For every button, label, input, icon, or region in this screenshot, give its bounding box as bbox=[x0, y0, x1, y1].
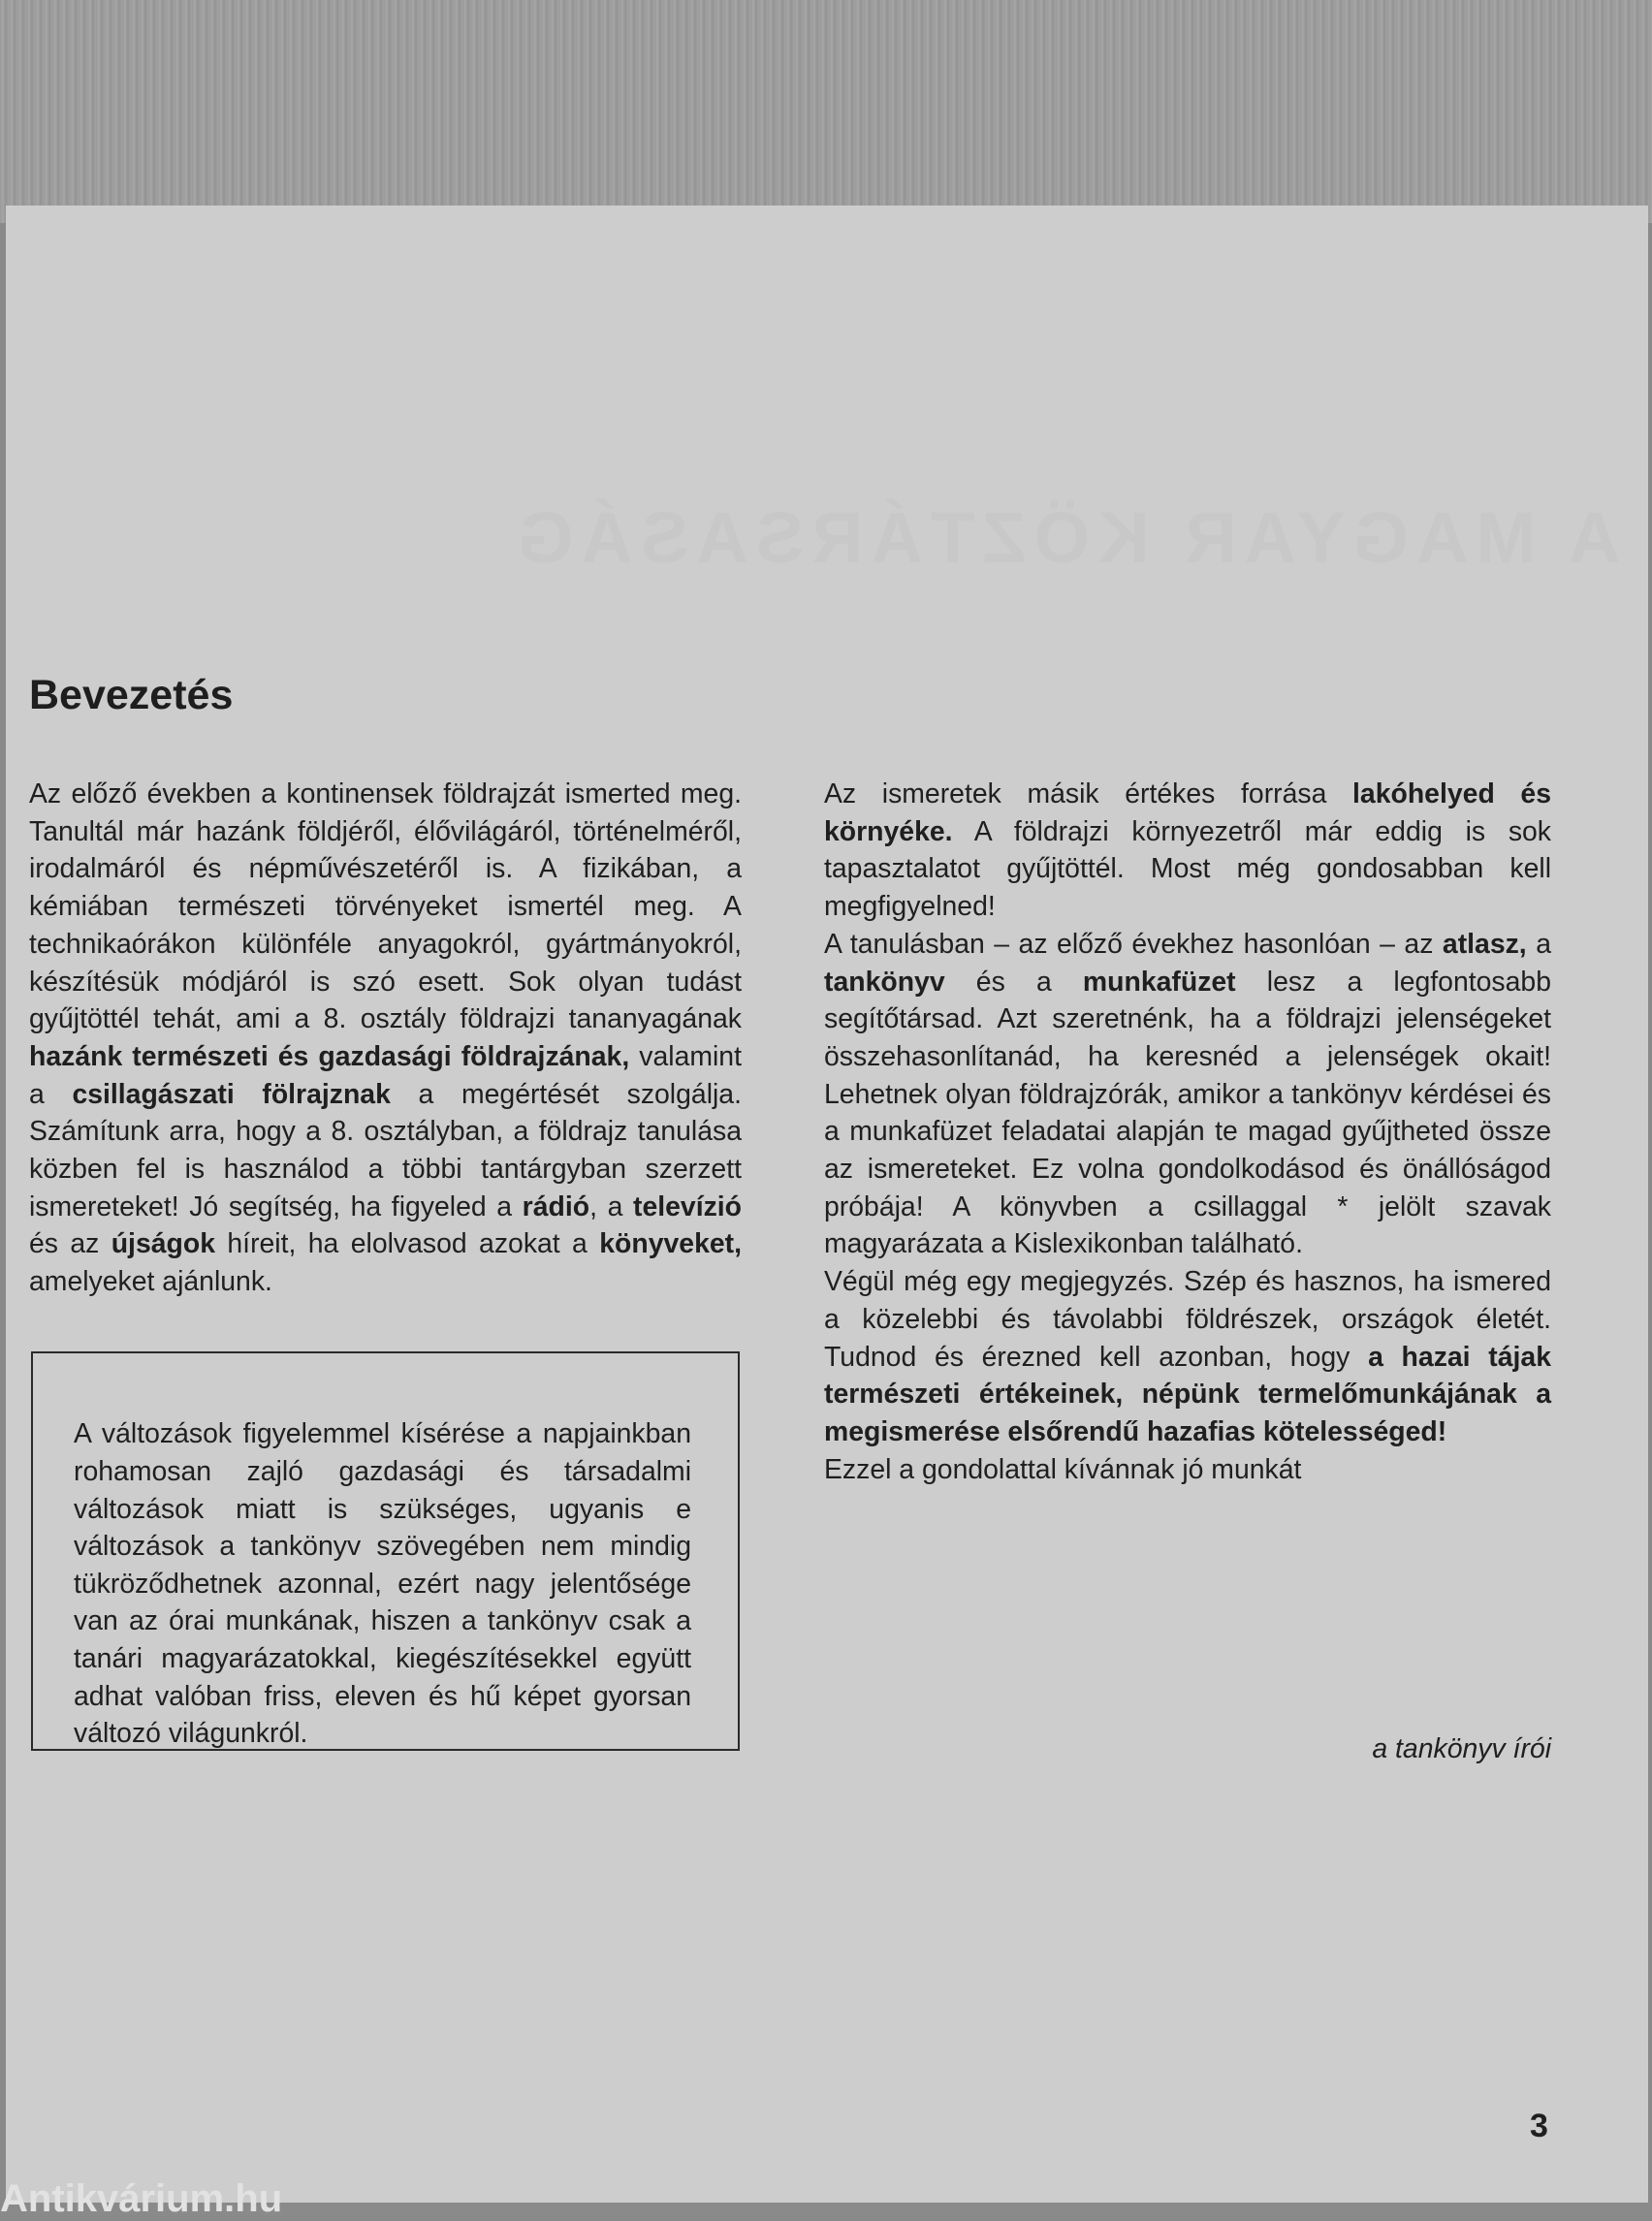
emphasized-text: a hazai tájak természeti értékeinek, népünk termelőmunkájának a megismerése elsőrendű hazafias kötelességed! bbox=[824, 1341, 1551, 1447]
emphasized-text: újságok bbox=[111, 1228, 216, 1260]
left-column-text bbox=[29, 776, 742, 1301]
text-run: híreit, ha elolvasod azokat a bbox=[215, 1228, 600, 1260]
emphasized-text: hazánk természeti és gazdasági földrajzának, bbox=[29, 1040, 630, 1072]
text-run: A földrajzi környezetről már eddig is sok tapasztalatot gyűjtöttél. Most még gondosabban kell megfigyelned! bbox=[824, 815, 1551, 923]
text-run: A változások figyelemmel kísérése a napjainkban rohamosan zajló gazdasági és társadalmi változások miatt is szükséges, ugyanis e változások a tankönyv szövegében nem mindig tükröződhetnek azonnal, ezért nagy jelentősége van az órai munkának, hiszen a tankönyv csak a tanári magyarázatokkal, kiegészítésekkel együtt adhat valóban friss, eleven és hű képet gyorsan változó világunkról. bbox=[74, 1418, 691, 1750]
background-surface bbox=[0, 0, 1652, 223]
text-run: Ezzel a gondolattal kívánnak jó munkát bbox=[824, 1453, 1302, 1485]
paragraph bbox=[824, 1451, 1551, 1489]
text-run: Végül még egy megjegyzés. Szép és hasznos, ha ismered a közelebbi és távolabbi földrészek, országok életét. Tudnod és érezned kell azonban, hogy bbox=[824, 1266, 1551, 1373]
text-run: , a bbox=[589, 1190, 633, 1222]
signature: a tankönyv írói bbox=[1372, 1733, 1551, 1764]
emphasized-text: rádió bbox=[522, 1190, 590, 1222]
emphasized-text: munkafüzet bbox=[1082, 966, 1236, 998]
text-run: a bbox=[1526, 928, 1551, 960]
emphasized-text: lakóhelyed és környéke. bbox=[824, 778, 1552, 847]
paragraph bbox=[824, 776, 1551, 926]
paragraph bbox=[824, 926, 1551, 1263]
page-title: Bevezetés bbox=[29, 672, 234, 718]
emphasized-text: atlasz, bbox=[1442, 928, 1527, 960]
text-run: lesz a legfontosabb segítőtársad. Azt szeretnénk, ha a földrajzi jelenségeket összehasonlítanád, ha keresnéd a jelenségek okait! Lehetnek olyan földrajzórák, amikor a tankönyv kérdései és a munkafüzet feladatai alapján te magad gyűjtheted össze az ismereteket. Ez volna gondolkodásod és önállóságod próbája! A könyvben a csillaggal * jelölt szavak magyarázata a Kislexikonban található. bbox=[824, 966, 1551, 1260]
right-column-text bbox=[824, 776, 1551, 1488]
text-run: Az ismeretek másik értékes forrása bbox=[824, 778, 1353, 809]
paragraph bbox=[74, 1415, 691, 1752]
bleed-through-heading: A MAGYAR KÖZTÁRSASÁG bbox=[510, 497, 1621, 578]
watermark: Antikvárium.hu bbox=[0, 2177, 283, 2220]
text-run: valamint a bbox=[29, 1040, 742, 1110]
emphasized-text: csillagászati fölrajznak bbox=[72, 1078, 391, 1110]
paragraph bbox=[824, 1263, 1551, 1451]
emphasized-text: tankönyv bbox=[824, 966, 945, 998]
emphasized-text: televízió bbox=[632, 1190, 743, 1222]
paragraph bbox=[29, 776, 742, 1301]
text-run: Az előző években a kontinensek földrajzát ismerted meg. Tanultál már hazánk földjéről, élővilágáról, történelméről, irodalmáról és népművészetéről is. A fizikában, a kémiában természeti törvényeket ismertél meg. A technikaórákon különféle anyagokról, gyártmányokról, készítésük módjáról is szó esett. Sok olyan tudást gyűjtöttél tehát, ami a 8. osztály földrajzi tananyagának bbox=[29, 778, 742, 1035]
text-run: amelyeket ajánlunk. bbox=[29, 1266, 272, 1298]
text-run: és az bbox=[29, 1228, 111, 1260]
text-run: a megértését szolgálja. Számítunk arra, hogy a 8. osztályban, a földrajz tanulása közben fel is használod a többi tantárgyban szerzett ismereteket! Jó segítség, ha figyeled a bbox=[29, 1078, 742, 1222]
note-box bbox=[31, 1351, 740, 1751]
page-number: 3 bbox=[1530, 2108, 1548, 2144]
text-run: A tanulásban – az előző évekhez hasonlóan – az bbox=[824, 928, 1443, 960]
emphasized-text: könyveket, bbox=[599, 1228, 742, 1260]
text-run: és a bbox=[944, 966, 1083, 998]
